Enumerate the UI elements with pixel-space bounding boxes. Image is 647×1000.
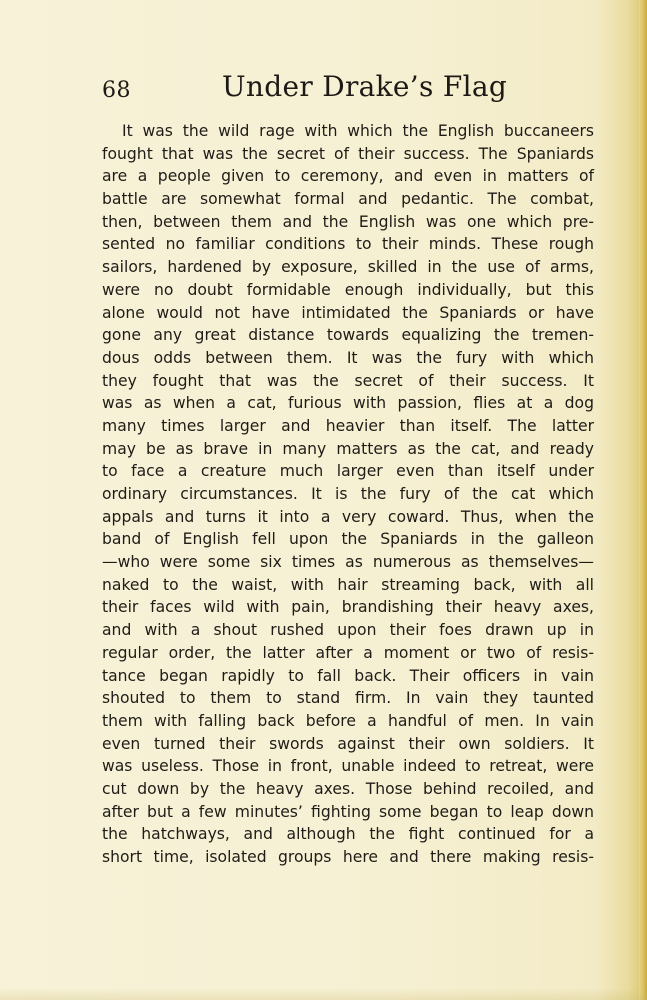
text-line: —who were some six times as numerous as themselves— [102,553,594,572]
text-line: gone any great distance towards equalizing the tremen- [102,326,594,345]
text-line: may be as brave in many matters as the cat, and ready [102,439,594,458]
text-line: are a people given to ceremony, and even in matters of [102,167,594,186]
text-line: them with falling back before a handful of men. In vain [102,711,594,730]
text-line: were no doubt formidable enough individually, but this [102,280,594,299]
text-line: many times larger and heavier than itself. The latter [102,416,594,435]
text-line: sented no familiar conditions to their minds. These rough [102,235,594,254]
text-line: was as when a cat, furious with passion, flies at a dog [102,394,594,413]
running-title: Under Drake’s Flag [222,70,508,103]
text-line: to face a creature much larger even than itself under [102,462,594,481]
text-line: the hatchways, and although the fight continued for a [102,825,594,844]
text-line: fought that was the secret of their success. The Spaniards [102,144,594,163]
text-line: their faces wild with pain, brandishing their heavy axes, [102,598,594,617]
text-line: was useless. Those in front, unable indeed to retreat, were [102,757,594,776]
page-number: 68 [102,78,131,103]
text-line: naked to the waist, with hair streaming back, with all [102,575,594,594]
text-line: dous odds between them. It was the fury with which [102,348,594,367]
text-line: they fought that was the secret of their success. It [102,371,594,390]
text-line: after but a few minutes’ fighting some began to leap down [102,802,594,821]
text-line: shouted to them to stand firm. In vain they taunted [102,689,594,708]
text-line: band of English fell upon the Spaniards in the galleon [102,530,594,549]
text-line: It was the wild rage with which the English buccaneers [122,122,594,140]
text-line: and with a shout rushed upon their foes drawn up in [102,621,594,640]
text-line: regular order, the latter after a moment or two of resis- [102,643,594,662]
text-line: then, between them and the English was one which pre- [102,212,594,231]
text-line: alone would not have intimidated the Spaniards or have [102,303,594,322]
page-edge-bottom [0,988,647,1000]
text-line: battle are somewhat formal and pedantic. The combat, [102,190,594,209]
text-line: short time, isolated groups here and there making resis- [102,848,594,866]
page-header [102,70,594,106]
page-edge-right [639,0,647,1000]
text-line: even turned their swords against their own soldiers. It [102,734,594,753]
text-line: appals and turns it into a very coward. Thus, when the [102,507,594,526]
text-line: ordinary circumstances. It is the fury of the cat which [102,485,594,503]
body-text [102,120,594,869]
text-line: cut down by the heavy axes. Those behind recoiled, and [102,779,594,798]
text-line: sailors, hardened by exposure, skilled in the use of arms, [102,258,594,277]
text-line: tance began rapidly to fall back. Their officers in vain [102,666,594,685]
